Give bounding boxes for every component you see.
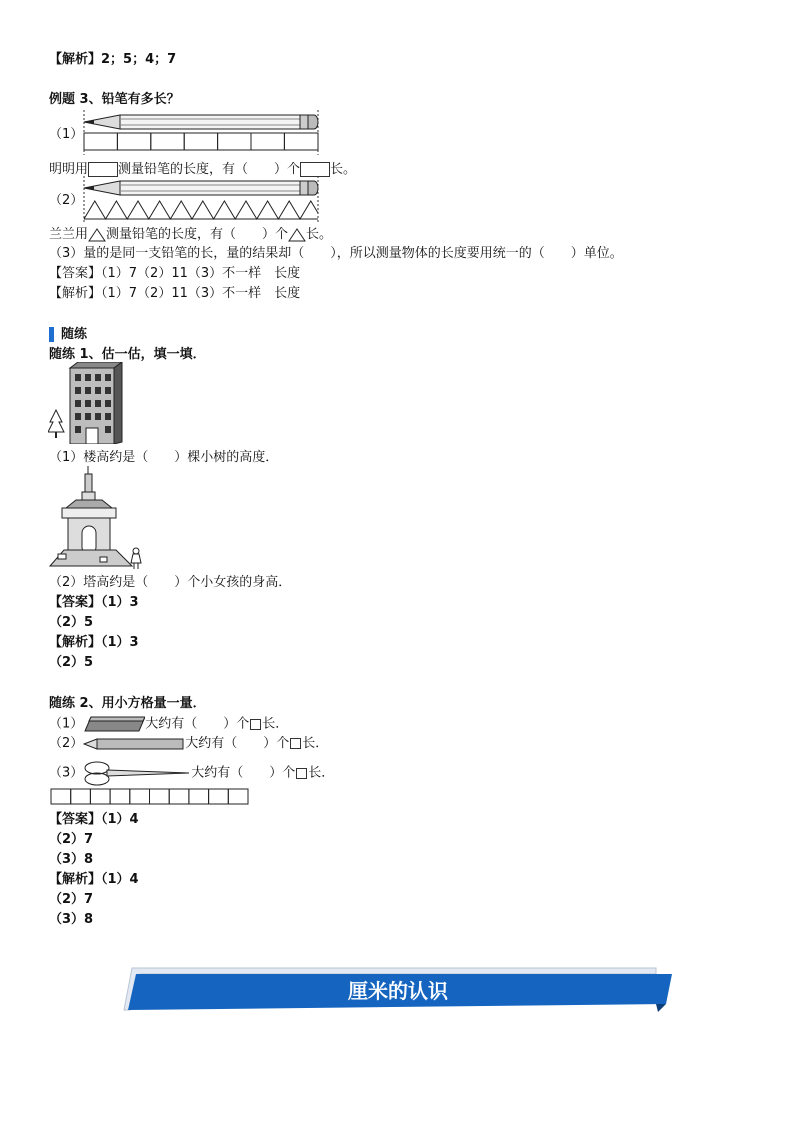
example3-title: 例题 3、铅笔有多长？	[49, 92, 180, 107]
pencil-ruler-figure-1	[82, 110, 322, 155]
example3-p2-question: 兰兰用 测量铅笔的长度，有（ ）个 长。	[49, 227, 333, 242]
small-square-icon	[290, 738, 301, 749]
rectangle-unit-icon	[88, 162, 118, 177]
practice1-answer-2: （2）5	[49, 615, 94, 630]
prev-analysis: 【解析】2；5；4；7	[49, 52, 177, 67]
practice2-q3: （3） 大约有（ ）个 长．	[49, 760, 334, 786]
practice1-title: 随练 1、估一估，填一填．	[49, 347, 206, 362]
triangle-unit-icon	[288, 228, 306, 242]
pencil-image	[83, 738, 185, 750]
rectangle-unit-icon	[300, 162, 330, 177]
tower-and-girl-image	[46, 466, 142, 572]
section-banner-title: 厘米的认识	[348, 979, 448, 1003]
triangle-unit-icon	[88, 228, 106, 242]
practice-heading: 随练	[61, 327, 88, 342]
practice2-answer-3: （3）8	[49, 852, 94, 867]
eraser-image	[83, 715, 145, 733]
practice2-q1: （1） 大约有（ ）个 长．	[49, 716, 289, 732]
practice1-q1: （1）楼高约是（ ）棵小树的高度．	[49, 450, 279, 465]
example3-answer: 【答案】（1）7（2）11（3）不一样 长度	[49, 266, 301, 281]
example3-p1-question: 明明用 测量铅笔的长度，有（ ）个 长。	[49, 162, 357, 177]
practice2-q2: （2） 大约有（ ）个 长．	[49, 736, 329, 751]
practice2-analysis-3: （3）8	[49, 912, 94, 927]
example3-p3-question: （3）量的是同一支铅笔的长，量的结果却（ ），所以测量物体的长度要用统一的（ ）单位。	[49, 246, 623, 261]
section-marker	[49, 327, 54, 342]
small-square-icon	[250, 719, 261, 730]
practice1-analysis-2: （2）5	[49, 655, 94, 670]
practice2-answer-2: （2）7	[49, 832, 94, 847]
example3-p2-label: （2）	[49, 193, 84, 208]
small-square-icon	[296, 768, 307, 779]
scissors-image	[83, 760, 191, 786]
building-and-tree-image	[48, 362, 128, 444]
practice2-answer-1: 【答案】（1）4	[49, 812, 139, 827]
example3-analysis: 【解析】（1）7（2）11（3）不一样 长度	[49, 286, 301, 301]
practice1-analysis-1: 【解析】（1）3	[49, 635, 139, 650]
practice2-analysis-1: 【解析】（1）4	[49, 872, 139, 887]
practice2-analysis-2: （2）7	[49, 892, 94, 907]
practice1-q2: （2）塔高约是（ ）个小女孩的身高．	[49, 575, 292, 590]
example3-p1-label: （1）	[49, 127, 84, 142]
pencil-triangle-figure-2	[82, 176, 322, 223]
square-grid-ruler	[50, 788, 250, 806]
practice1-answer-1: 【答案】（1）3	[49, 595, 139, 610]
practice2-title: 随练 2、用小方格量一量．	[49, 696, 206, 711]
